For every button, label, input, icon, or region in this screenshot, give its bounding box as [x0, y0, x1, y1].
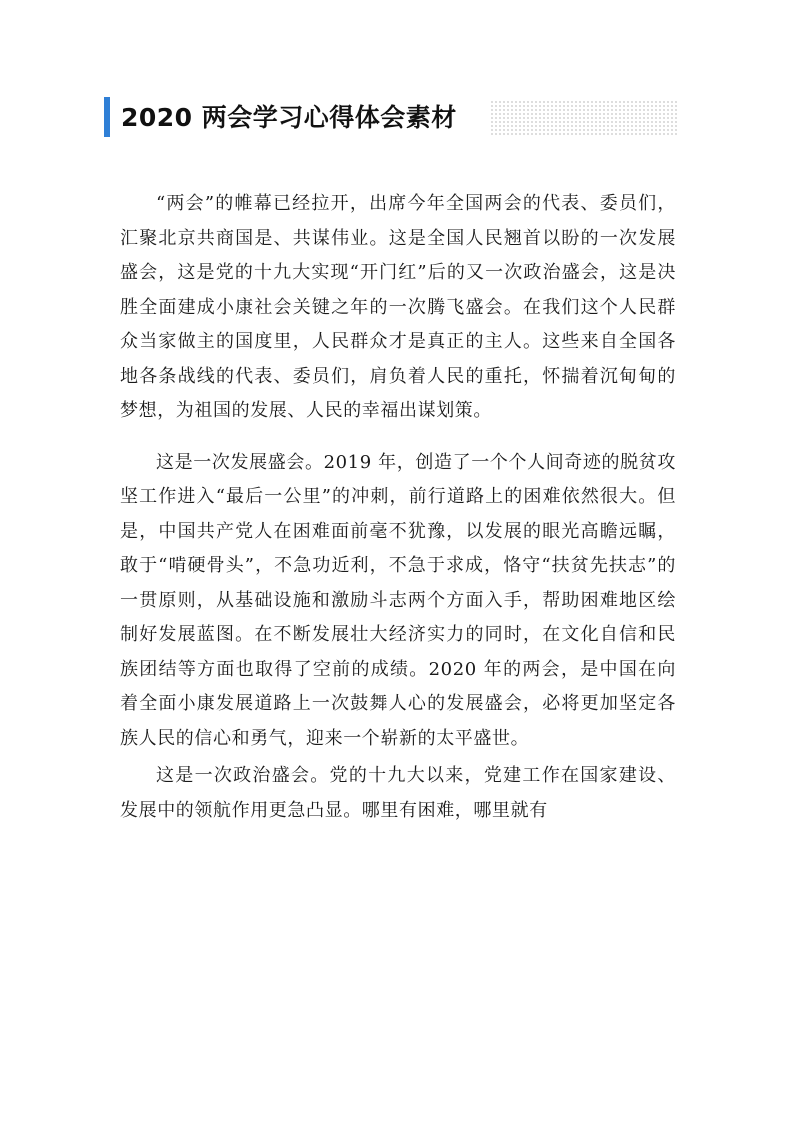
title-accent-bar	[104, 97, 110, 137]
paragraph-3: 这是一次政治盛会。党的十九大以来，党建工作在国家建设、发展中的领航作用更急凸显。哪里有困难，哪里就有	[120, 765, 676, 821]
paragraph-2: 这是一次发展盛会。2019 年，创造了一个个人间奇迹的脱贫攻坚工作进入“最后一公里”的冲刺，前行道路上的困难依然很大。但是，中国共产党人在困难面前毫不犹豫，以发展的眼光高瞻远瞩，敢于“啃硬骨头”，不急功近利，不急于求成，恪守“扶贫先扶志”的一贯原则，从基础设施和激励斗志两个方面入手，帮助困难地区绘制好发展蓝图。在不断发展壮大经济实力的同时，在文化自信和民族团结等方面也取得了空前的成绩。2020 年的两会，是中国在向着全面小康发展道路上一次鼓舞人心的发展盛会，必将更加坚定各族人民的信心和勇气，迎来一个崭新的太平盛世。	[120, 451, 676, 749]
title-decoration	[490, 100, 678, 136]
paragraph-1: “两会”的帷幕已经拉开，出席今年全国两会的代表、委员们，汇聚北京共商国是、共谋伟业。这是全国人民翘首以盼的一次发展盛会，这是党的十九大实现“开门红”后的又一次政治盛会，这是决胜全面建成小康社会关键之年的一次腾飞盛会。在我们这个人民群众当家做主的国度里，人民群众才是真正的主人。这些来自全国各地各条战线的代表、委员们，肩负着人民的重托，怀揣着沉甸甸的梦想，为祖国的发展、人民的幸福出谋划策。	[120, 193, 676, 421]
page-title: 2020 两会学习心得体会素材	[121, 103, 457, 132]
document-body	[120, 187, 676, 828]
